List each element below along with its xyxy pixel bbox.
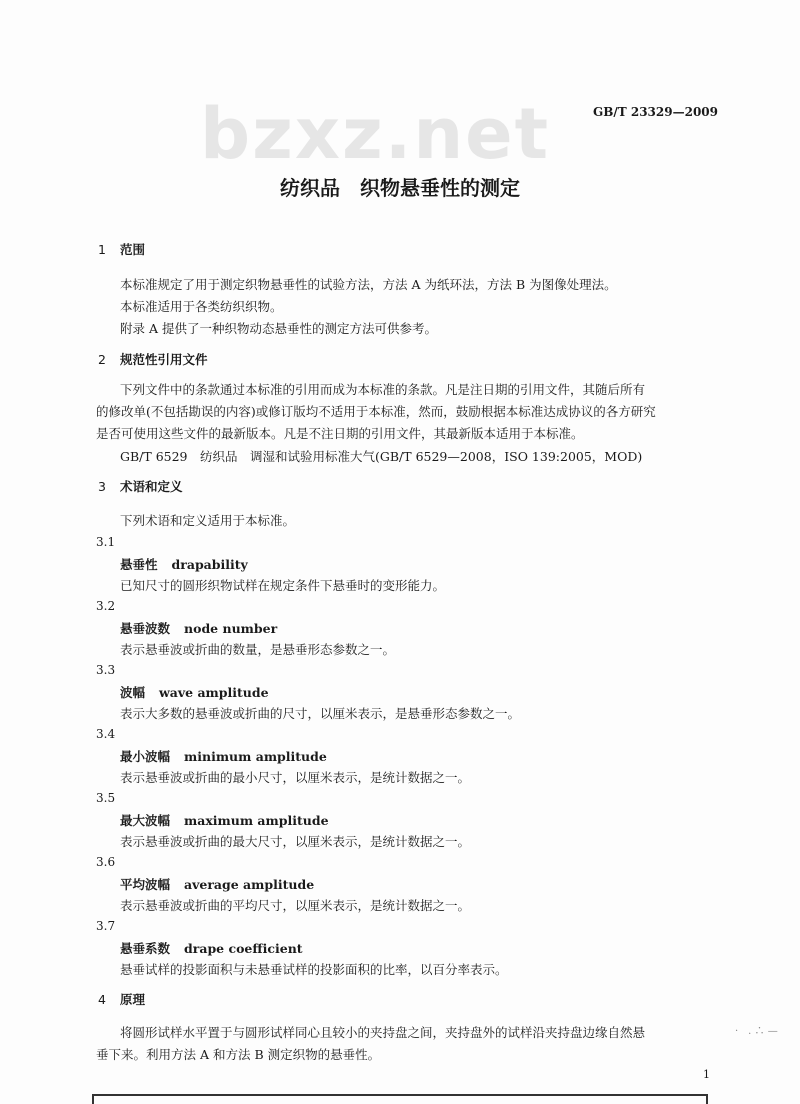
- section-1-heading: [98, 240, 145, 258]
- term-en: minimum amplitude: [184, 749, 327, 764]
- paragraph-line: 下列文件中的条款通过本标准的引用而成为本标准的条款。凡是注日期的引用文件，其随后所有: [120, 382, 646, 397]
- term: [120, 939, 303, 957]
- scan-artifact: · . ∴ —: [735, 1026, 778, 1037]
- paragraph-line: 将圆形试样水平置于与圆形试样同心且较小的夹持盘之间，夹持盘外的试样沿夹持盘边缘自然悬: [120, 1025, 646, 1040]
- paragraph-line: 是否可使用这些文件的最新版本。凡是不注日期的引用文件，其最新版本适用于本标准。: [96, 426, 584, 441]
- term-number: 3.5: [96, 791, 116, 805]
- term-definition: 表示悬垂波或折曲的平均尺寸，以厘米表示，是统计数据之一。: [120, 898, 471, 913]
- term-number: 3.7: [96, 919, 116, 933]
- watermark: bzxz.net: [200, 93, 551, 175]
- term-zh: 悬垂性: [120, 557, 158, 572]
- standard-number: GB/T 23329—2009: [592, 105, 718, 119]
- section-title: 规范性引用文件: [120, 352, 208, 367]
- paragraph: 附录 A 提供了一种织物动态悬垂性的测定方法可供参考。: [120, 321, 437, 336]
- normative-reference: GB/T 6529 纺织品 调湿和试验用标准大气(GB/T 6529—2008，ISO 139:2005，MOD): [120, 449, 643, 464]
- term-definition: 悬垂试样的投影面积与未悬垂试样的投影面积的比率，以百分率表示。: [120, 962, 508, 977]
- term-number: 3.2: [96, 599, 116, 613]
- footer-frame: [92, 1094, 708, 1104]
- term: [120, 875, 314, 893]
- document-title: 纺织品 织物悬垂性的测定: [280, 176, 520, 200]
- term-zh: 波幅: [120, 685, 146, 700]
- term-definition: 表示大多数的悬垂波或折曲的尺寸，以厘米表示，是悬垂形态参数之一。: [120, 706, 521, 721]
- section-number: 1: [98, 242, 106, 257]
- section-number: 3: [98, 479, 106, 494]
- term-zh: 最小波幅: [120, 749, 171, 764]
- term-en: drape coefficient: [184, 941, 303, 956]
- term-zh: 悬垂波数: [120, 621, 171, 636]
- section-title: 范围: [120, 242, 146, 257]
- term-zh: 最大波幅: [120, 813, 171, 828]
- section-title: 原理: [120, 992, 146, 1007]
- section-2-heading: [98, 350, 208, 368]
- section-title: 术语和定义: [120, 479, 183, 494]
- term-number: 3.3: [96, 663, 116, 677]
- term: [120, 619, 277, 637]
- term-en: maximum amplitude: [184, 813, 329, 828]
- term-en: average amplitude: [184, 877, 315, 892]
- paragraph: 本标准适用于各类纺织织物。: [120, 299, 283, 314]
- paragraph-line: 的修改单(不包括勘误的内容)或修订版均不适用于本标准，然而，鼓励根据本标准达成协议的各方研究: [96, 404, 656, 419]
- section-number: 2: [98, 352, 106, 367]
- paragraph: 下列术语和定义适用于本标准。: [120, 513, 296, 528]
- section-4-heading: [98, 990, 145, 1008]
- paragraph-line: 垂下来。利用方法 A 和方法 B 测定织物的悬垂性。: [96, 1047, 381, 1062]
- page-number: 1: [703, 1068, 710, 1081]
- term-en: wave amplitude: [159, 685, 269, 700]
- term-zh: 悬垂系数: [120, 941, 171, 956]
- term-en: node number: [184, 621, 278, 636]
- term-definition: 表示悬垂波或折曲的数量，是悬垂形态参数之一。: [120, 642, 396, 657]
- term: [120, 555, 248, 573]
- term-number: 3.1: [96, 535, 116, 549]
- paragraph: 本标准规定了用于测定织物悬垂性的试验方法，方法 A 为纸环法，方法 B 为图像处理法。: [120, 277, 617, 292]
- term-number: 3.4: [96, 727, 116, 741]
- section-3-heading: [98, 477, 183, 495]
- term-definition: 表示悬垂波或折曲的最大尺寸，以厘米表示，是统计数据之一。: [120, 834, 471, 849]
- term-zh: 平均波幅: [120, 877, 171, 892]
- term-en: drapability: [171, 557, 248, 572]
- term: [120, 747, 327, 765]
- term-definition: 已知尺寸的圆形织物试样在规定条件下悬垂时的变形能力。: [120, 578, 446, 593]
- section-number: 4: [98, 992, 106, 1007]
- term-number: 3.6: [96, 855, 116, 869]
- term: [120, 683, 269, 701]
- term-definition: 表示悬垂波或折曲的最小尺寸，以厘米表示，是统计数据之一。: [120, 770, 471, 785]
- term: [120, 811, 329, 829]
